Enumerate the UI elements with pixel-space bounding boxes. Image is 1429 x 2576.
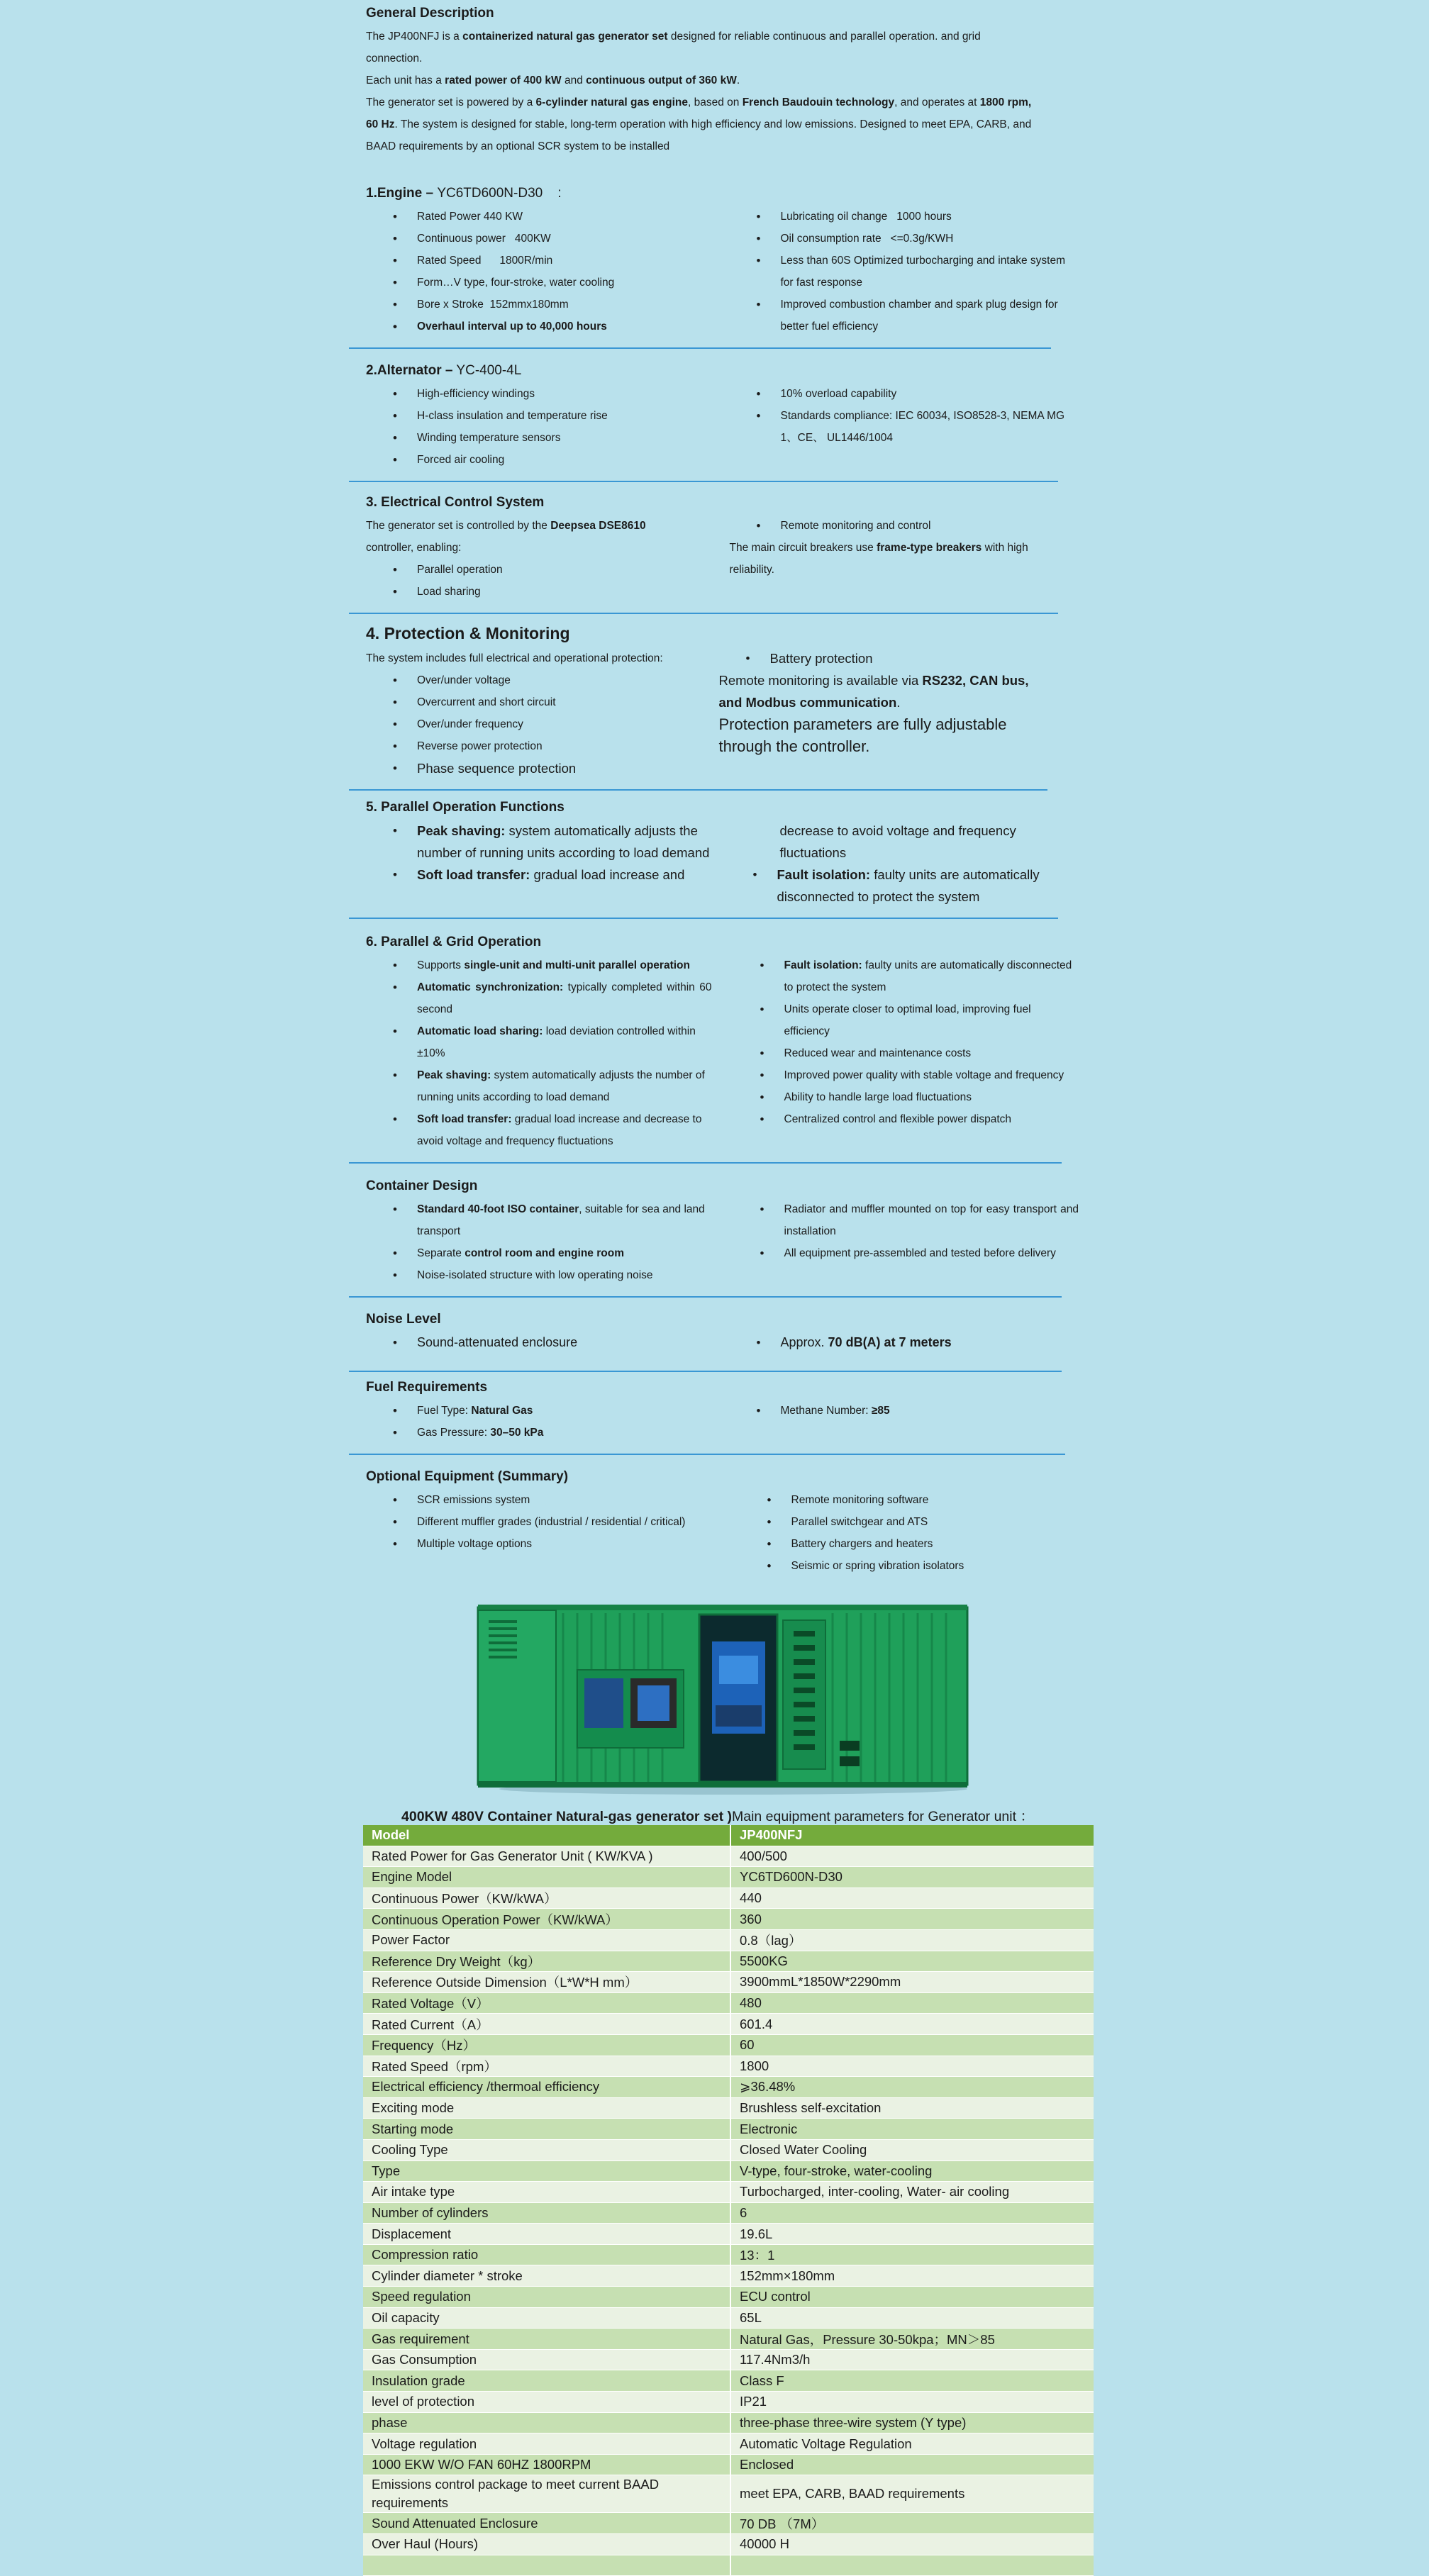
electrical-intro: The generator set is controlled by the Deepsea DSE8610 controller, enabling: bbox=[366, 520, 646, 554]
table-header-row bbox=[363, 1825, 1094, 1846]
list-item: • Centralized control and flexible power dispatch bbox=[784, 1108, 1079, 1130]
table-cell: ⩾36.48% bbox=[730, 2077, 1094, 2098]
list-item: • Continuous power 400KW bbox=[417, 228, 730, 250]
alternator-right-list bbox=[730, 383, 1094, 449]
alternator-title: 2.Alternator – YC-400-4L bbox=[366, 363, 522, 378]
table-cell: Electrical efficiency /thermoal efficiency bbox=[363, 2077, 730, 2098]
list-item: • Automatic synchronization: typically completed within 60 second bbox=[417, 976, 712, 1020]
parallel-ops-left-list bbox=[366, 820, 712, 886]
table-cell: 60 bbox=[730, 2034, 1094, 2056]
table-cell: V-type, four-stroke, water-cooling bbox=[730, 2160, 1094, 2182]
list-item: • Gas Pressure: 30–50 kPa bbox=[417, 1422, 730, 1444]
table-row bbox=[363, 1867, 1094, 1888]
table-row bbox=[363, 2349, 1094, 2370]
section-divider bbox=[349, 1162, 1062, 1164]
table-cell: Rated Power for Gas Generator Unit ( KW/KVA ) bbox=[363, 1846, 730, 1867]
table-row bbox=[363, 2202, 1094, 2224]
table-row bbox=[363, 2160, 1094, 2182]
optional-section bbox=[366, 1469, 1093, 1577]
optional-title: Optional Equipment (Summary) bbox=[366, 1469, 569, 1484]
table-cell: Reference Outside Dimension（L*W*H mm） bbox=[363, 1972, 730, 1993]
list-item: • Approx. 70 dB(A) at 7 meters bbox=[781, 1332, 1094, 1354]
list-item: • Improved power quality with stable voltage and frequency bbox=[784, 1064, 1079, 1086]
table-cell: 6 bbox=[730, 2202, 1094, 2224]
list-item: • Soft load transfer: gradual load increase and decrease to avoid voltage and frequency fluctuations bbox=[417, 1108, 712, 1152]
list-item: • Forced air cooling bbox=[417, 449, 730, 471]
list-item: • Battery chargers and heaters bbox=[791, 1533, 1094, 1555]
list-item: • Rated Speed 1800R/min bbox=[417, 250, 730, 272]
table-cell: 601.4 bbox=[730, 2014, 1094, 2035]
table-cell: Cooling Type bbox=[363, 2139, 730, 2160]
table-row bbox=[363, 2329, 1094, 2350]
protection-left-list bbox=[366, 669, 719, 779]
list-item: • Reduced wear and maintenance costs bbox=[784, 1042, 1079, 1064]
table-row bbox=[363, 2475, 1094, 2513]
table-cell: Voltage regulation bbox=[363, 2433, 730, 2455]
list-item: • Remote monitoring software bbox=[791, 1489, 1094, 1511]
list-item: • Bore x Stroke 152mmx180mm bbox=[417, 294, 730, 316]
table-cell: Reference Dry Weight（kg） bbox=[363, 1951, 730, 1972]
list-item: • Noise-isolated structure with low operating noise bbox=[417, 1264, 712, 1286]
list-item: • Sound-attenuated enclosure bbox=[417, 1332, 730, 1354]
general-p2: Each unit has a rated power of 400 kW and continuous output of 360 kW. bbox=[366, 74, 740, 87]
table-row bbox=[363, 1888, 1094, 1909]
table-cell: 65L bbox=[730, 2307, 1094, 2329]
list-item: • Over/under voltage bbox=[417, 669, 719, 691]
table-cell: 117.4Nm3/h bbox=[730, 2349, 1094, 2370]
section-divider bbox=[349, 918, 1058, 919]
container-generator-image bbox=[471, 1599, 974, 1797]
table-cell: Over Haul (Hours) bbox=[363, 2534, 730, 2555]
table-cell: Displacement bbox=[363, 2224, 730, 2245]
list-item: • Different muffler grades (industrial / residential / critical) bbox=[417, 1511, 719, 1533]
table-row bbox=[363, 2244, 1094, 2265]
list-item: • Peak shaving: system automatically adjusts the number of running units according to load demand bbox=[417, 820, 712, 864]
fuel-right-list bbox=[730, 1400, 1094, 1422]
section-divider bbox=[349, 789, 1047, 791]
list-item: • Separate control room and engine room bbox=[417, 1242, 712, 1264]
table-cell: ECU control bbox=[730, 2287, 1094, 2308]
table-cell: 480 bbox=[730, 1992, 1094, 2014]
table-cell: Rated Speed（rpm） bbox=[363, 2056, 730, 2077]
noise-left-list bbox=[366, 1332, 730, 1354]
list-item: • Reverse power protection bbox=[417, 735, 719, 757]
electrical-right-list bbox=[730, 515, 1094, 537]
table-row bbox=[363, 2287, 1094, 2308]
list-item: • Battery protection bbox=[770, 647, 1072, 669]
table-cell: Type bbox=[363, 2160, 730, 2182]
grid-title: 6. Parallel & Grid Operation bbox=[366, 935, 542, 949]
table-cell: Exciting mode bbox=[363, 2097, 730, 2119]
protection-intro: The system includes full electrical and operational protection: bbox=[366, 652, 663, 664]
engine-right-list bbox=[730, 206, 1094, 338]
table-row bbox=[363, 2077, 1094, 2098]
noise-right-list bbox=[730, 1332, 1094, 1354]
parallel-ops-continued: decrease to avoid voltage and frequency fluctuations bbox=[779, 823, 1016, 860]
general-p1: The JP400NFJ is a containerized natural gas generator set designed for reliable continuous and parallel operation. and grid connection. bbox=[366, 30, 981, 65]
table-cell: Speed regulation bbox=[363, 2287, 730, 2308]
section-divider bbox=[349, 481, 1058, 482]
table-row bbox=[363, 1972, 1094, 1993]
parallel-ops-title: 5. Parallel Operation Functions bbox=[366, 800, 565, 815]
table-cell: Sound Attenuated Enclosure bbox=[363, 2513, 730, 2534]
table-cell: 40000 H bbox=[730, 2534, 1094, 2555]
list-item: • Fuel Type: Natural Gas bbox=[417, 1400, 730, 1422]
table-cell: meet EPA, CARB, BAAD requirements bbox=[730, 2475, 1094, 2513]
container-title: Container Design bbox=[366, 1178, 478, 1193]
list-item: • Supports single-unit and multi-unit parallel operation bbox=[417, 954, 712, 976]
table-cell: three-phase three-wire system (Y type) bbox=[730, 2412, 1094, 2433]
table-row bbox=[363, 2265, 1094, 2287]
table-cell: Rated Voltage（V） bbox=[363, 1992, 730, 2014]
table-cell: Rated Current（A） bbox=[363, 2014, 730, 2035]
table-row bbox=[363, 1846, 1094, 1867]
electrical-breakers: The main circuit breakers use frame-type breakers with high reliability. bbox=[729, 542, 1028, 576]
list-item: • Parallel operation bbox=[417, 559, 730, 581]
table-cell: 0.8（lag） bbox=[730, 1929, 1094, 1951]
list-item: • Winding temperature sensors bbox=[417, 427, 730, 449]
section-divider bbox=[349, 613, 1058, 614]
table-cell: Gas Consumption bbox=[363, 2349, 730, 2370]
list-item: • Standard 40-foot ISO container, suitable for sea and land transport bbox=[417, 1198, 712, 1242]
table-cell: 19.6L bbox=[730, 2224, 1094, 2245]
list-item: • Overhaul interval up to 40,000 hours bbox=[417, 316, 730, 338]
table-cell: Enclosed bbox=[730, 2454, 1094, 2475]
table-row bbox=[363, 1992, 1094, 2014]
table-cell: Gas requirement bbox=[363, 2329, 730, 2350]
protection-title: 4. Protection & Monitoring bbox=[366, 624, 570, 642]
list-item: • Soft load transfer: gradual load increase and bbox=[417, 864, 712, 886]
grid-right-list bbox=[733, 954, 1079, 1130]
table-cell: Number of cylinders bbox=[363, 2202, 730, 2224]
table-row bbox=[363, 2014, 1094, 2035]
table-cell: Natural Gas，Pressure 30-50kpa；MN＞85 bbox=[730, 2329, 1094, 2350]
list-item: • Lubricating oil change 1000 hours bbox=[781, 206, 1079, 228]
table-row bbox=[363, 2119, 1094, 2140]
electrical-title: 3. Electrical Control System bbox=[366, 495, 545, 510]
table-row bbox=[363, 1951, 1094, 1972]
table-cell: 1800 bbox=[730, 2056, 1094, 2077]
list-item: • Phase sequence protection bbox=[417, 757, 719, 779]
section-divider bbox=[349, 1296, 1062, 1298]
table-cell: Automatic Voltage Regulation bbox=[730, 2433, 1094, 2455]
list-item: • Seismic or spring vibration isolators bbox=[791, 1555, 1094, 1577]
table-row bbox=[363, 2139, 1094, 2160]
list-item: • Remote monitoring and control bbox=[781, 515, 1094, 537]
list-item: • Multiple voltage options bbox=[417, 1533, 719, 1555]
list-item: • Radiator and muffler mounted on top for easy transport and installation bbox=[784, 1198, 1079, 1242]
list-item: • Fault isolation: faulty units are automatically disconnected to protect the system bbox=[777, 864, 1072, 908]
noise-title: Noise Level bbox=[366, 1312, 441, 1327]
table-header-cell: JP400NFJ bbox=[730, 1825, 1094, 1846]
table-cell: Closed Water Cooling bbox=[730, 2139, 1094, 2160]
table-cell: 5500KG bbox=[730, 1951, 1094, 1972]
grid-section bbox=[366, 935, 1093, 1178]
engine-section bbox=[366, 186, 1093, 363]
table-cell: Electronic bbox=[730, 2119, 1094, 2140]
table-cell: Turbocharged, inter-cooling, Water- air cooling bbox=[730, 2182, 1094, 2203]
list-item: • Improved combustion chamber and spark plug design for better fuel efficiency bbox=[781, 294, 1079, 338]
table-row bbox=[363, 2513, 1094, 2534]
list-item: • Peak shaving: system automatically adjusts the number of running units according to load demand bbox=[417, 1064, 712, 1108]
list-item: • Automatic load sharing: load deviation controlled within ±10% bbox=[417, 1020, 712, 1064]
table-cell: Continuous Power（KW/kWA） bbox=[363, 1888, 730, 1909]
table-cell: 13：1 bbox=[730, 2244, 1094, 2265]
table-cell: Compression ratio bbox=[363, 2244, 730, 2265]
general-description bbox=[366, 6, 1093, 157]
list-item: • Load sharing bbox=[417, 581, 730, 603]
list-item: • Less than 60S Optimized turbocharging and intake system for fast response bbox=[781, 250, 1079, 294]
general-p3: The generator set is powered by a 6-cylinder natural gas engine, based on French Baudouin technology, and operates at 1800 rpm, 60 Hz. The system is designed for stable, long-term operation with high efficiency and low emissions. Designed to meet EPA, CARB, and BAAD requirements by an optional SCR system to be installed bbox=[366, 96, 1032, 152]
table-row bbox=[363, 2307, 1094, 2329]
table-row bbox=[363, 2454, 1094, 2475]
table-cell: Cylinder diameter * stroke bbox=[363, 2265, 730, 2287]
container-left-list bbox=[366, 1198, 712, 1286]
table-cell: level of protection bbox=[363, 2392, 730, 2413]
list-item: • Units operate closer to optimal load, improving fuel efficiency bbox=[784, 998, 1079, 1042]
table-cell: Insulation grade bbox=[363, 2370, 730, 2392]
table-row bbox=[363, 2392, 1094, 2413]
table-cell: YC6TD600N-D30 bbox=[730, 1867, 1094, 1888]
parameters-table bbox=[363, 1825, 1094, 2576]
protection-params: Protection parameters are fully adjustable through the controller. bbox=[718, 715, 1007, 755]
container-section bbox=[366, 1178, 1093, 1312]
list-item: • Fault isolation: faulty units are automatically disconnected to protect the system bbox=[784, 954, 1079, 998]
list-item: • Rated Power 440 KW bbox=[417, 206, 730, 228]
parallel-ops-section bbox=[366, 800, 1093, 933]
table-cell: 3900mmL*1850W*2290mm bbox=[730, 1972, 1094, 1993]
table-cell: Continuous Operation Power（KW/kWA） bbox=[363, 1909, 730, 1930]
table-cell: Power Factor bbox=[363, 1929, 730, 1951]
table-cell: Brushless self-excitation bbox=[730, 2097, 1094, 2119]
alternator-left-list bbox=[366, 383, 730, 471]
list-item: • Over/under frequency bbox=[417, 713, 719, 735]
table-row bbox=[363, 2097, 1094, 2119]
table-cell: IP21 bbox=[730, 2392, 1094, 2413]
table-row bbox=[363, 2056, 1094, 2077]
protection-remote: Remote monitoring is available via RS232, CAN bus, and Modbus communication. bbox=[718, 673, 1029, 710]
table-cell: 440 bbox=[730, 1888, 1094, 1909]
list-item: • H-class insulation and temperature rise bbox=[417, 405, 730, 427]
table-row bbox=[363, 2224, 1094, 2245]
table-row bbox=[363, 2034, 1094, 2056]
section-divider bbox=[349, 1371, 1062, 1372]
table-cell: Frequency（Hz） bbox=[363, 2034, 730, 2056]
table-cell: 1000 EKW W/O FAN 60HZ 1800RPM bbox=[363, 2454, 730, 2475]
table-cell: 70 DB （7M） bbox=[730, 2513, 1094, 2534]
optional-left-list bbox=[366, 1489, 719, 1555]
alternator-section bbox=[366, 363, 1093, 496]
table-row bbox=[363, 2534, 1094, 2555]
list-item: • 10% overload capability bbox=[781, 383, 1079, 405]
table-cell: Engine Model bbox=[363, 1867, 730, 1888]
protection-section bbox=[366, 624, 1093, 805]
table-cell: Oil capacity bbox=[363, 2307, 730, 2329]
list-item: • Overcurrent and short circuit bbox=[417, 691, 719, 713]
list-item: • Parallel switchgear and ATS bbox=[791, 1511, 1094, 1533]
table-row bbox=[363, 2412, 1094, 2433]
protection-right-list bbox=[719, 647, 1072, 669]
table-row bbox=[363, 1929, 1094, 1951]
table-row bbox=[363, 1909, 1094, 1930]
table-cell: Class F bbox=[730, 2370, 1094, 2392]
fuel-left-list bbox=[366, 1400, 730, 1444]
electrical-section bbox=[366, 495, 1093, 628]
table-row bbox=[363, 2433, 1094, 2455]
table-row bbox=[363, 2370, 1094, 2392]
section-divider bbox=[349, 347, 1051, 349]
table-cell: Emissions control package to meet current BAAD requirements bbox=[363, 2475, 730, 2513]
table-header-cell: Model bbox=[363, 1825, 730, 1846]
fuel-section bbox=[366, 1380, 1093, 1469]
fuel-title: Fuel Requirements bbox=[366, 1380, 488, 1395]
table-caption: 400KW 480V Container Natural-gas generator set )Main equipment parameters for Generator unit ： bbox=[401, 1809, 1034, 1824]
table-cell: phase bbox=[363, 2412, 730, 2433]
table-cell: Air intake type bbox=[363, 2182, 730, 2203]
engine-title: 1.Engine – YC6TD600N-D30 : bbox=[366, 186, 562, 201]
list-item: • High-efficiency windings bbox=[417, 383, 730, 405]
engine-left-list bbox=[366, 206, 730, 338]
list-item: • Standards compliance: IEC 60034, ISO8528-3, NEMA MG 1、CE、 UL1446/1004 bbox=[781, 405, 1079, 449]
noise-section bbox=[366, 1312, 1093, 1386]
container-right-list bbox=[733, 1198, 1079, 1264]
list-item: • Form…V type, four-stroke, water cooling bbox=[417, 272, 730, 294]
table-row bbox=[363, 2182, 1094, 2203]
optional-right-list bbox=[740, 1489, 1094, 1577]
list-item: • SCR emissions system bbox=[417, 1489, 719, 1511]
section-divider bbox=[349, 1454, 1065, 1455]
table-cell: 152mm×180mm bbox=[730, 2265, 1094, 2287]
list-item: • Methane Number: ≥85 bbox=[781, 1400, 1094, 1422]
list-item: • Ability to handle large load fluctuations bbox=[784, 1086, 1079, 1108]
general-title: General Description bbox=[366, 6, 494, 21]
table-cell: Starting mode bbox=[363, 2119, 730, 2140]
parallel-ops-right-list bbox=[726, 864, 1072, 908]
table-cell: 360 bbox=[730, 1909, 1094, 1930]
grid-left-list bbox=[366, 954, 712, 1152]
electrical-left-list bbox=[366, 559, 730, 603]
list-item: • Oil consumption rate <=0.3g/KWH bbox=[781, 228, 1079, 250]
list-item: • All equipment pre-assembled and tested before delivery bbox=[784, 1242, 1079, 1264]
table-cell: 400/500 bbox=[730, 1846, 1094, 1867]
